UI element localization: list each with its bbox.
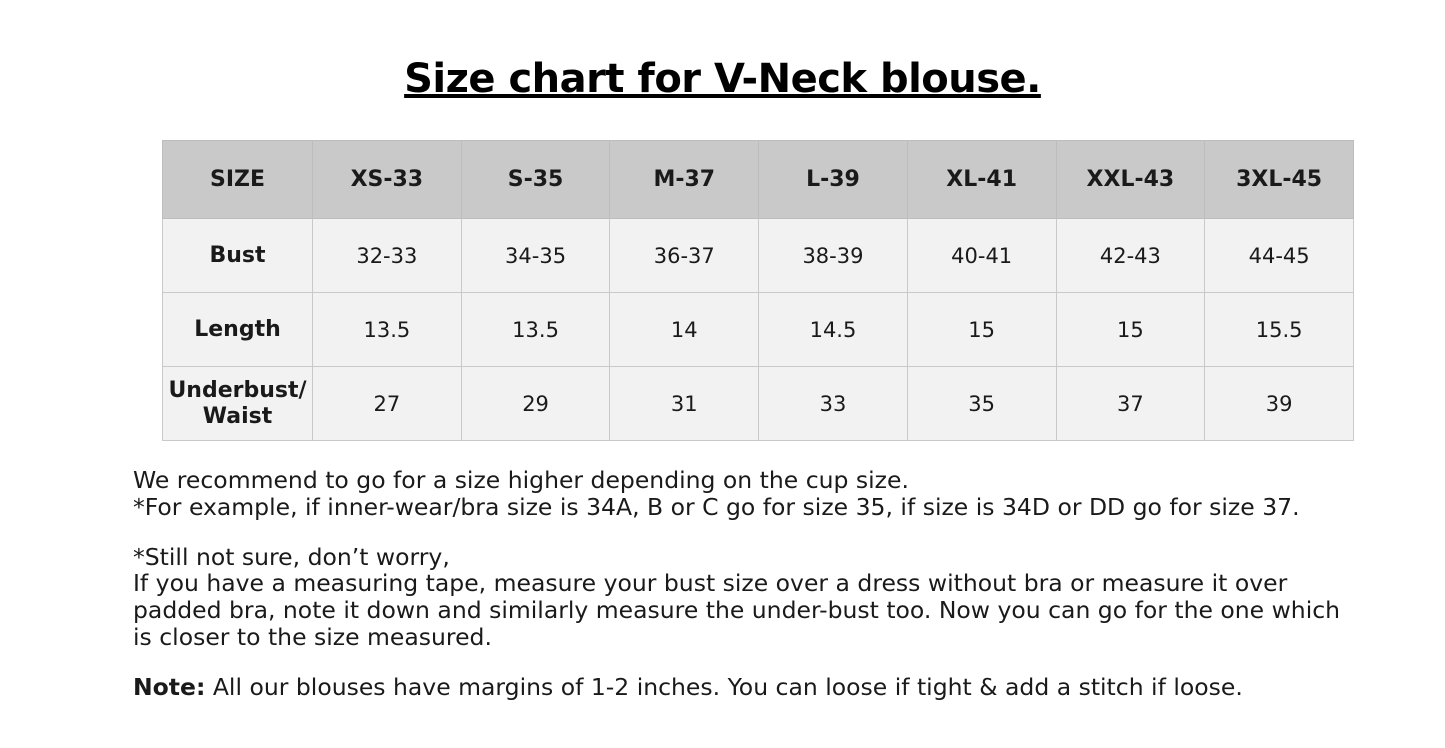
row-header-underbust-waist: Underbust/ Waist [163,367,313,441]
table-header-row [163,141,1354,219]
cell-bust-l: 38-39 [759,219,908,293]
cell-length-s: 13.5 [461,293,610,367]
notes-section [133,467,1363,700]
size-chart-table-wrapper [162,140,1354,441]
cell-length-m: 14 [610,293,759,367]
size-chart-table [162,140,1354,441]
note-body: All our blouses have margins of 1-2 inches. You can loose if tight & add a stitch if loose. [205,672,1243,701]
note-line-still-not-sure: *Still not sure, don’t worry, [133,542,450,571]
row-header-length: Length [163,293,313,367]
cell-underbust-xxl: 37 [1056,367,1205,441]
cell-length-xs: 13.5 [313,293,462,367]
column-header-s: S-35 [461,141,610,219]
table-body [163,219,1354,441]
note-line-recommend: We recommend to go for a size higher depending on the cup size. [133,466,909,494]
cell-length-l: 14.5 [759,293,908,367]
cell-underbust-m: 31 [610,367,759,441]
column-header-size: SIZE [163,141,313,219]
cell-bust-xl: 40-41 [907,219,1056,293]
table-header [163,141,1354,219]
cell-bust-m: 36-37 [610,219,759,293]
cell-underbust-l: 33 [759,367,908,441]
table-row [163,293,1354,367]
row-header-bust: Bust [163,219,313,293]
column-header-m: M-37 [610,141,759,219]
column-header-xl: XL-41 [907,141,1056,219]
note-label: Note: [133,672,206,701]
page-title: Size chart for V-Neck blouse. [404,56,1041,102]
cell-length-3xl: 15.5 [1205,293,1354,367]
cell-length-xxl: 15 [1056,293,1205,367]
note-line-measuring-tape: If you have a measuring tape, measure your bust size over a dress without bra or measure it over padded bra, note it down and similarly measure the under-bust too. Now you can go for the one which is closer to the size measured. [133,569,1341,651]
column-header-3xl: 3XL-45 [1205,141,1354,219]
note-line-example: *For example, if inner-wear/bra size is 34A, B or C go for size 35, if size is 34D or DD go for size 37. [133,492,1300,521]
note-line-margins [133,674,1363,701]
cell-underbust-xs: 27 [313,367,462,441]
cell-bust-s: 34-35 [461,219,610,293]
cell-length-xl: 15 [907,293,1056,367]
notes-spacer [133,651,1363,674]
column-header-xs: XS-33 [313,141,462,219]
column-header-xxl: XXL-43 [1056,141,1205,219]
cell-bust-3xl: 44-45 [1205,219,1354,293]
table-row [163,367,1354,441]
cell-underbust-xl: 35 [907,367,1056,441]
cell-bust-xxl: 42-43 [1056,219,1205,293]
cell-underbust-s: 29 [461,367,610,441]
column-header-l: L-39 [759,141,908,219]
table-row [163,219,1354,293]
cell-underbust-3xl: 39 [1205,367,1354,441]
notes-spacer [133,521,1363,544]
cell-bust-xs: 32-33 [313,219,462,293]
